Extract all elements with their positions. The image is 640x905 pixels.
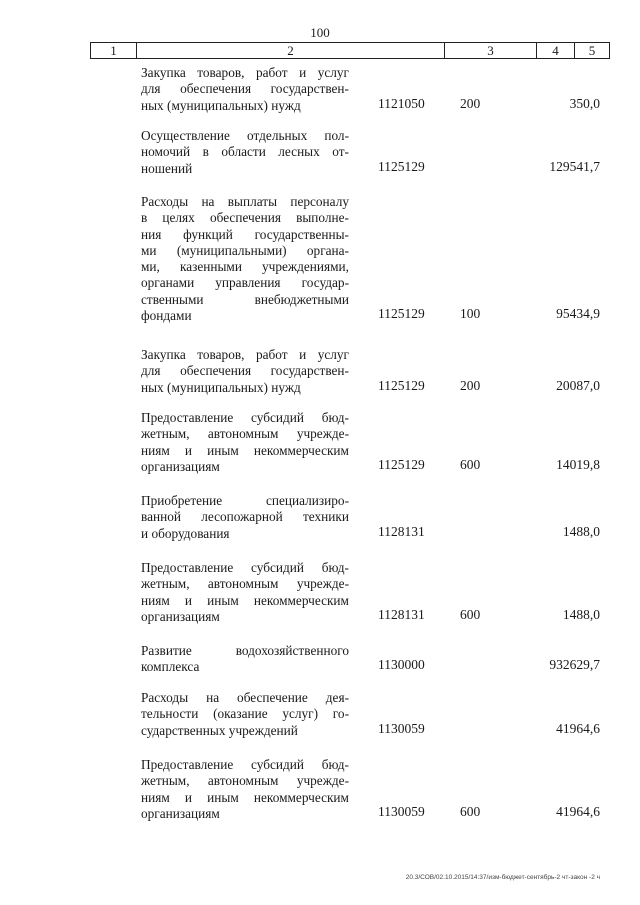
description-line: номочий в области лесных от- bbox=[141, 144, 349, 160]
target-article-code: 1121050 bbox=[378, 95, 425, 111]
description-line: для обеспечения государствен- bbox=[141, 81, 349, 97]
row-description bbox=[141, 493, 349, 542]
target-article-code: 1128131 bbox=[378, 606, 425, 622]
amount-value: 14019,8 bbox=[556, 456, 600, 472]
description-line: жетным, автономным учрежде- bbox=[141, 576, 349, 592]
description-line: Предоставление субсидий бюд- bbox=[141, 757, 349, 772]
target-article-code: 1125129 bbox=[378, 306, 425, 322]
description-line: ниям и иным некоммерческим bbox=[141, 442, 349, 458]
description-line: ми, казенными учреждениями, bbox=[141, 259, 349, 275]
description-line: Предоставление субсидий бюд- bbox=[141, 560, 349, 575]
column-header-5: 5 bbox=[588, 43, 596, 58]
description-line: ственными внебюджетными bbox=[141, 291, 349, 307]
description-line: тельности (оказание услуг) го- bbox=[141, 706, 349, 722]
description-line: Закупка товаров, работ и услуг bbox=[141, 347, 349, 362]
amount-value: 932629,7 bbox=[549, 657, 600, 673]
row-description bbox=[141, 690, 349, 739]
description-line: организациям bbox=[141, 458, 220, 474]
target-article-code: 1125129 bbox=[378, 456, 425, 472]
column-header-2: 2 bbox=[137, 43, 445, 58]
amount-value: 20087,0 bbox=[556, 377, 600, 393]
expense-kind-code: 100 bbox=[460, 306, 481, 322]
description-line: Расходы на обеспечение дея- bbox=[141, 690, 349, 705]
description-line: ванной лесопожарной техники bbox=[141, 509, 349, 525]
description-line: органами управления государ- bbox=[141, 275, 349, 291]
row-description bbox=[141, 643, 349, 676]
description-line: ниям и иным некоммерческим bbox=[141, 592, 349, 608]
amount-value: 41964,6 bbox=[556, 720, 600, 736]
column-header-4: 4 bbox=[537, 43, 575, 58]
row-description bbox=[141, 757, 349, 822]
expense-kind-code: 600 bbox=[460, 456, 481, 472]
expense-kind-code: 600 bbox=[460, 803, 481, 819]
description-line: ных (муниципальных) нужд bbox=[141, 97, 301, 113]
amount-value: 1488,0 bbox=[562, 523, 600, 539]
target-article-code: 1125129 bbox=[378, 377, 425, 393]
expense-kind-code: 600 bbox=[460, 606, 481, 622]
description-line: ния функций государственны- bbox=[141, 226, 349, 242]
expense-kind-code: 200 bbox=[460, 95, 481, 111]
description-line: и оборудования bbox=[141, 525, 230, 541]
amount-value: 129541,7 bbox=[549, 158, 600, 174]
page-number: 100 bbox=[310, 25, 330, 40]
target-article-code: 1130000 bbox=[378, 657, 425, 673]
column-header-row bbox=[90, 42, 610, 59]
target-article-code: 1128131 bbox=[378, 523, 425, 539]
row-description bbox=[141, 65, 349, 114]
amount-value: 95434,9 bbox=[556, 306, 600, 322]
description-line: Осуществление отдельных пол- bbox=[141, 128, 349, 143]
column-header-1: 1 bbox=[91, 43, 137, 58]
target-article-code: 1125129 bbox=[378, 158, 425, 174]
description-line: в целях обеспечения выполне- bbox=[141, 210, 349, 226]
amount-value: 350,0 bbox=[569, 95, 600, 111]
target-article-code: 1130059 bbox=[378, 803, 425, 819]
target-article-code: 1130059 bbox=[378, 720, 425, 736]
description-line: ми (муниципальными) органа- bbox=[141, 242, 349, 258]
row-description bbox=[141, 410, 349, 475]
row-description bbox=[141, 560, 349, 625]
description-line: организациям bbox=[141, 608, 220, 624]
description-line: Расходы на выплаты персоналу bbox=[141, 194, 349, 209]
row-description bbox=[141, 347, 349, 396]
description-line: Предоставление субсидий бюд- bbox=[141, 410, 349, 425]
amount-value: 1488,0 bbox=[562, 606, 600, 622]
description-line: Приобретение специализиро- bbox=[141, 493, 349, 508]
description-line: Развитие водохозяйственного bbox=[141, 643, 349, 658]
amount-value: 41964,6 bbox=[556, 803, 600, 819]
description-line: фондами bbox=[141, 308, 192, 324]
row-description bbox=[141, 194, 349, 324]
row-description bbox=[141, 128, 349, 177]
document-footer: 20.3/СОВ/02.10.2015/14:37/изм-бюджет-сентябрь-2 чт-закон -2 ч bbox=[405, 874, 600, 881]
description-line: организациям bbox=[141, 805, 220, 821]
column-header-3: 3 bbox=[445, 43, 537, 58]
expense-kind-code: 200 bbox=[460, 377, 481, 393]
description-line: ношений bbox=[141, 160, 193, 176]
description-line: Закупка товаров, работ и услуг bbox=[141, 65, 349, 80]
description-line: ниям и иным некоммерческим bbox=[141, 789, 349, 805]
description-line: комплекса bbox=[141, 659, 200, 675]
description-line: жетным, автономным учрежде- bbox=[141, 426, 349, 442]
description-line: для обеспечения государствен- bbox=[141, 363, 349, 379]
description-line: ных (муниципальных) нужд bbox=[141, 379, 301, 395]
description-line: жетным, автономным учрежде- bbox=[141, 773, 349, 789]
description-line: сударственных учреждений bbox=[141, 722, 298, 738]
